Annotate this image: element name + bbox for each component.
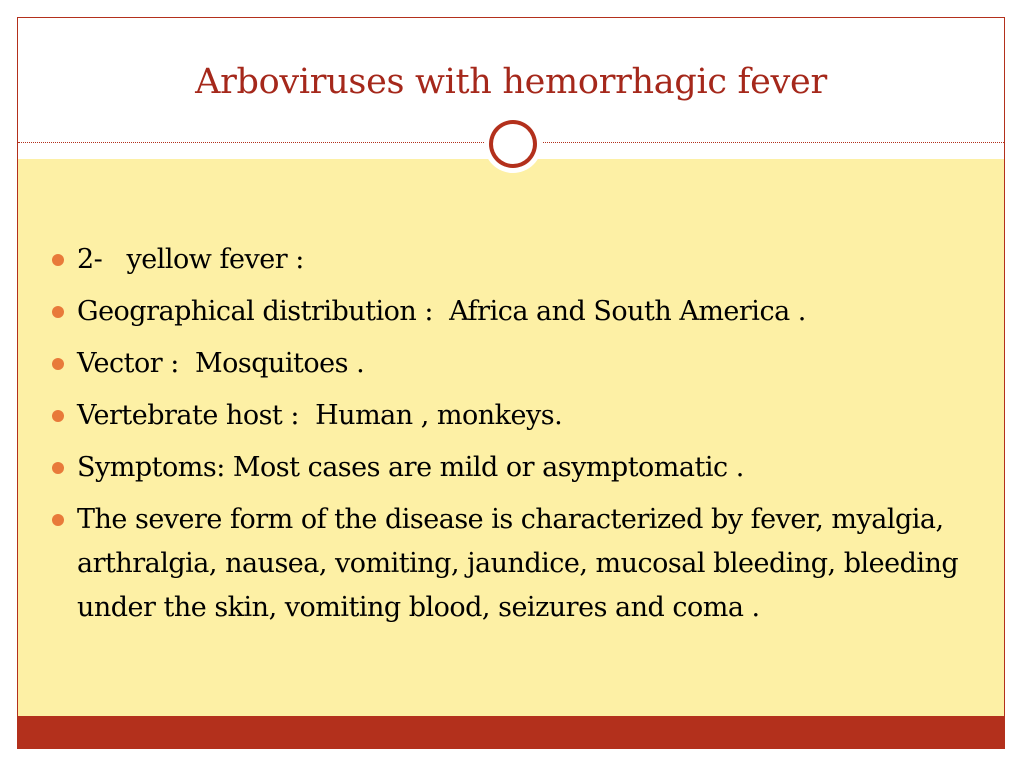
list-item <box>48 290 978 334</box>
bullet-text: The severe form of the disease is characterized by fever, myalgia, arthralgia, nausea, vomiting, jaundice, mucosal bleeding, bleeding under the skin, vomiting blood, seizures and coma . <box>77 504 967 623</box>
list-item <box>48 238 978 282</box>
slide-title: Arboviruses with hemorrhagic fever <box>195 62 827 102</box>
bullet-dot-icon <box>52 254 64 266</box>
footer-bar <box>18 716 1004 749</box>
bullet-dot-icon <box>52 462 64 474</box>
slide <box>17 17 1005 749</box>
list-item <box>48 498 978 630</box>
bullet-text: Symptoms: Most cases are mild or asymptomatic . <box>77 452 744 483</box>
bullet-text: 2- yellow fever : <box>77 244 304 275</box>
bullet-dot-icon <box>52 306 64 318</box>
content-area <box>18 159 1004 716</box>
bullet-dot-icon <box>52 514 64 526</box>
list-item <box>48 342 978 386</box>
bullet-list <box>48 238 978 638</box>
ornament-center <box>493 124 533 164</box>
bullet-dot-icon <box>52 410 64 422</box>
list-item <box>48 446 978 490</box>
bullet-text: Vector : Mosquitoes . <box>77 348 365 379</box>
bullet-dot-icon <box>52 358 64 370</box>
bullet-text: Vertebrate host : Human , monkeys. <box>77 400 563 431</box>
list-item <box>48 394 978 438</box>
bullet-text: Geographical distribution : Africa and South America . <box>77 296 806 327</box>
